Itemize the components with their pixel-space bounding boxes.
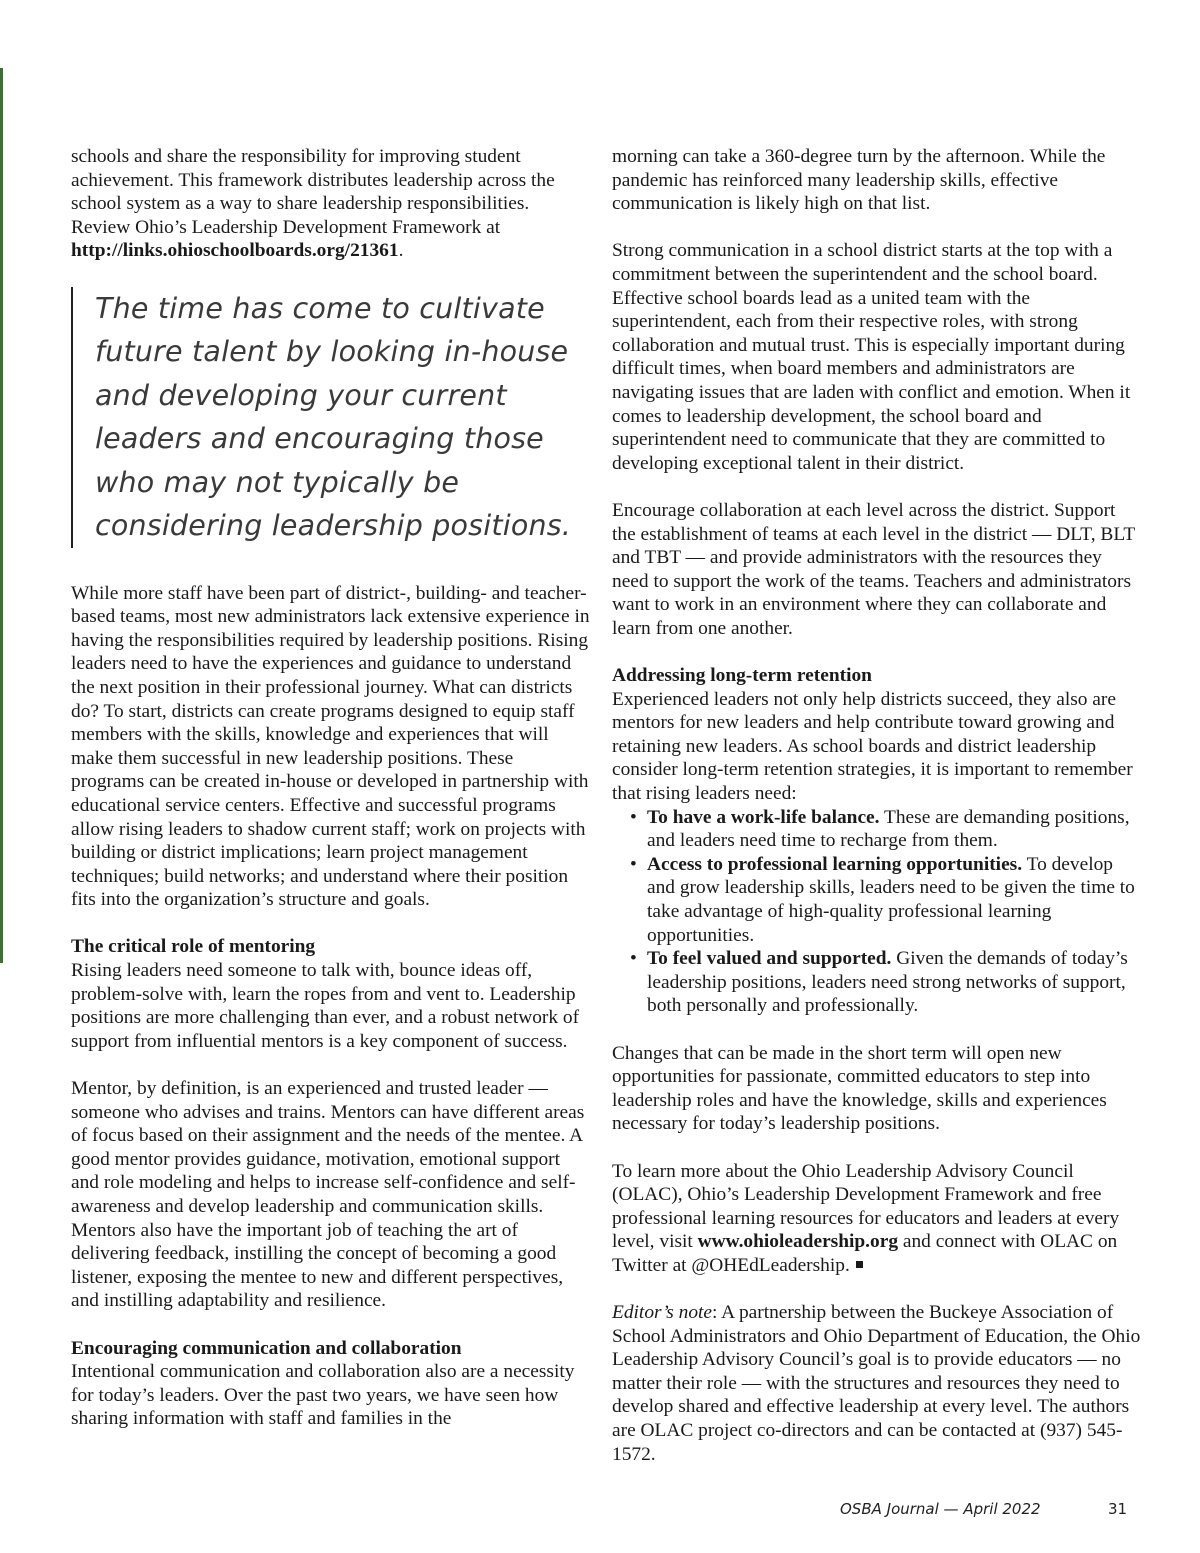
paragraph-intentional-communication: Intentional communication and collaboration also are a necessity for today’s leaders. Over the past two years, we have seen how sharing information with staff and families in the [71, 1361, 575, 1430]
paragraph-editors-note: Editor’s note: A partnership between the Buckeye Association of School Administrators and Ohio Department of Education, the Ohio Leadership Advisory Council’s goal is to provide educators — no matter their role — with the structures and resources they need to develop shared and effective leadership at every level. The authors are OLAC project co-directors and can be contacted at (937) 545-1572. [612, 1302, 1141, 1465]
end-of-article-icon [856, 1261, 863, 1268]
paragraph-learn-more: To learn more about the Ohio Leadership Advisory Council (OLAC), Ohio’s Leadership Development Framework and free professional learning resources for educators and leaders at every level, visit www.ohioleadership.org and connect with OLAC on Twitter at @OHEdLeadership. [612, 1160, 1120, 1276]
paragraph-collaboration: Encourage collaboration at each level across the district. Support the establishment of teams at each level in the district — DLT, BLT and TBT — and provide administrators with the resources they need to support the work of the teams. Teachers and administrators want to work in an environment where they can collaborate and learn from one another. [612, 499, 1135, 639]
bullet-icon: • [630, 948, 637, 970]
page-edge-rule [0, 68, 3, 963]
bullet-icon: • [630, 853, 637, 875]
bullet-icon: • [630, 806, 637, 828]
heading-communication: Encouraging communication and collaboration [71, 1337, 462, 1359]
paragraph-framework: schools and share the responsibility for improving student achievement. This framework distributes leadership across the school system as a way to share leadership responsibilities. Review Ohio’s Leadership Development Framework at http://links.ohioschoolboards.org/21361. [71, 146, 555, 262]
page-footer [0, 1500, 1200, 1524]
editors-note-label: Editor’s note [612, 1302, 713, 1324]
right-column [612, 145, 1142, 1466]
framework-link[interactable]: http://links.ohioschoolboards.org/21361 [71, 240, 399, 262]
paragraph-strong-communication: Strong communication in a school district starts at the top with a commitment between the superintendent and the school board. Effective school boards lead as a united team with the superintendent, each from their respective roles, with strong collaboration and mutual trust. This is especially important during difficult times, when board members and administrators are navigating issues that are laden with conflict and emotion. When it comes to leadership development, the school board and superintendent need to communicate that they are committed to developing exceptional talent in their district. [612, 240, 1131, 474]
left-column [71, 145, 591, 1431]
list-item: • Access to professional learning opportunities. To develop and grow leadership skills, leaders need to be given the time to take advantage of high-quality professional learning opportunities. [630, 853, 1135, 946]
ohioleadership-link[interactable]: www.ohioleadership.org [697, 1231, 899, 1253]
paragraph-experienced-leaders: Experienced leaders not only help districts succeed, they also are mentors for new leaders and help contribute toward growing and retaining new leaders. As school boards and district leadership consider long-term retention strategies, it is important to remember that rising leaders need: [612, 688, 1133, 805]
list-item: • To have a work-life balance. These are demanding positions, and leaders need time to recharge from them. [630, 806, 1130, 852]
page-number: 31 [1108, 1500, 1128, 1518]
paragraph-rising-leaders: Rising leaders need someone to talk with, bounce ideas off, problem-solve with, learn the ropes from and vent to. Leadership positions are more challenging than ever, and a robust network of support from influential mentors is a key component of success. [71, 960, 580, 1052]
heading-mentoring: The critical role of mentoring [71, 936, 316, 958]
paragraph-staff-teams: While more staff have been part of district-, building- and teacher-based teams, most new administrators lack extensive experience in having the responsibilities required by leadership positions. Rising leaders need to have the experiences and guidance to understand the next position in their professional journey. What can districts do? To start, districts can create programs designed to equip staff members with the skills, knowledge and experiences that will make them successful in new leadership positions. These programs can be created in-house or developed in partnership with educational service centers. Effective and successful programs allow rising leaders to shadow current staff; work on projects with building or district implications; learn project management techniques; build networks; and understand where their position fits into the organization’s structure and goals. [71, 582, 590, 911]
paragraph-short-term-changes: Changes that can be made in the short term will open new opportunities for passionate, committed educators to step into leadership roles and have the knowledge, skills and experiences necessary for today’s leadership positions. [612, 1042, 1107, 1135]
retention-needs-list [612, 806, 1142, 1018]
paragraph-pandemic: morning can take a 360-degree turn by the afternoon. While the pandemic has reinforced many leadership skills, effective communication is likely high on that list. [612, 146, 1106, 215]
list-item: • To feel valued and supported. Given the demands of today’s leadership positions, leaders need strong networks of support, both personally and professionally. [630, 948, 1128, 1017]
pull-quote: The time has come to cultivate future talent by looking in-house and developing your current leaders and encouraging those who may not typically be considering leadership positions. [71, 287, 591, 548]
journal-title: OSBA Journal — April 2022 [840, 1500, 1041, 1518]
paragraph-mentor-definition: Mentor, by definition, is an experienced and trusted leader — someone who advises and trains. Mentors can have different areas of focus based on their assignment and the needs of the mentee. A good mentor provides guidance, motivation, emotional support and role modeling and helps to increase self-confidence and self-awareness and develop leadership and communication skills. Mentors also have the important job of teaching the art of delivering feedback, instilling the concept of becoming a good listener, exposing the mentee to new and different perspectives, and instilling adaptability and resilience. [71, 1078, 585, 1312]
heading-retention: Addressing long-term retention [612, 665, 872, 687]
